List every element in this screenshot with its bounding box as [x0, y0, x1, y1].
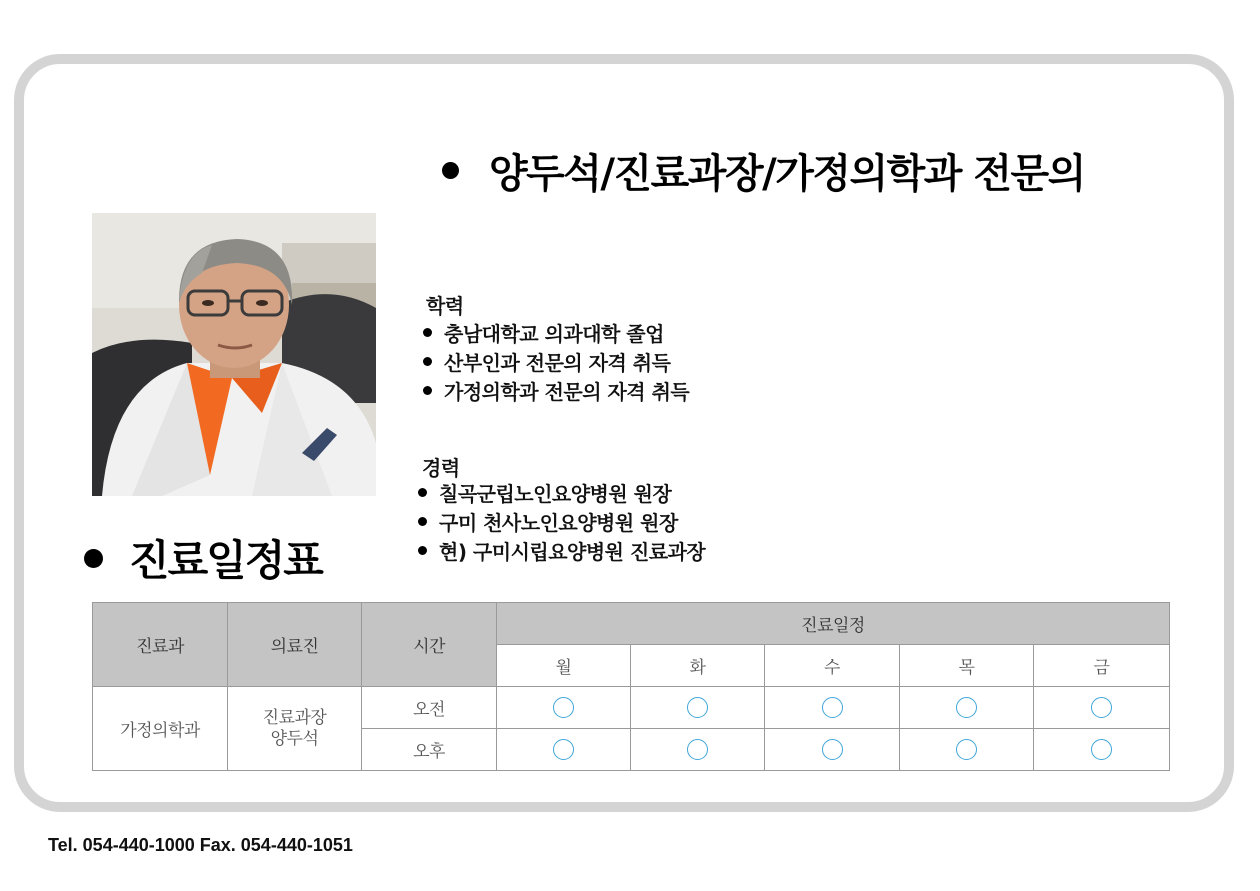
bullet-icon — [418, 546, 427, 555]
headline-text: 양두석/진료과장/가정의학과 전문의 — [489, 151, 1085, 197]
available-circle-icon — [822, 697, 843, 718]
available-circle-icon — [687, 697, 708, 718]
education-item-text: 충남대학교 의과대학 졸업 — [444, 322, 664, 346]
career-item-text: 현) 구미시립요양병원 진료과장 — [439, 540, 706, 564]
slot-mon-morning — [497, 687, 631, 729]
bullet-icon — [423, 357, 432, 366]
table-header-row — [93, 603, 1170, 645]
available-circle-icon — [822, 739, 843, 760]
slot-tue-morning — [631, 687, 765, 729]
bullet-icon — [418, 517, 427, 526]
doctor-headline — [442, 142, 1232, 199]
available-circle-icon — [553, 697, 574, 718]
available-circle-icon — [1091, 739, 1112, 760]
contact-footer: Tel. 054-440-1000 Fax. 054-440-1051 — [48, 835, 353, 855]
slot-tue-afternoon — [631, 729, 765, 771]
available-circle-icon — [687, 739, 708, 760]
available-circle-icon — [1091, 697, 1112, 718]
education-item — [423, 347, 689, 376]
bullet-icon — [84, 549, 103, 568]
table-row — [93, 687, 1170, 729]
doctor-photo — [92, 213, 376, 496]
career-item-text: 구미 천사노인요양병원 원장 — [439, 511, 678, 535]
slot-fri-morning — [1034, 687, 1170, 729]
slot-thu-afternoon — [900, 729, 1034, 771]
header-time: 시간 — [362, 603, 497, 687]
career-item — [418, 507, 705, 536]
slot-wed-morning — [765, 687, 900, 729]
doctor-name: 양두석 — [270, 728, 319, 749]
available-circle-icon — [956, 697, 977, 718]
day-header-wed: 수 — [765, 645, 900, 687]
time-morning: 오전 — [362, 687, 497, 729]
slot-mon-afternoon — [497, 729, 631, 771]
doctor-cell — [228, 687, 362, 771]
header-doctor: 의료진 — [228, 603, 362, 687]
slot-thu-morning — [900, 687, 1034, 729]
education-item-text: 산부인과 전문의 자격 취득 — [444, 351, 671, 375]
schedule-table — [92, 602, 1170, 771]
career-list — [418, 478, 705, 565]
available-circle-icon — [956, 739, 977, 760]
schedule-heading-text: 진료일정표 — [129, 536, 322, 585]
slot-fri-afternoon — [1034, 729, 1170, 771]
header-schedule: 진료일정 — [497, 603, 1170, 645]
schedule-heading — [84, 528, 322, 588]
slot-wed-afternoon — [765, 729, 900, 771]
header-department: 진료과 — [93, 603, 228, 687]
day-header-thu: 목 — [900, 645, 1034, 687]
bullet-icon — [423, 386, 432, 395]
bullet-icon — [423, 328, 432, 337]
education-item — [423, 376, 689, 405]
career-item-text: 칠곡군립노인요양병원 원장 — [439, 482, 672, 506]
education-title: 학력 — [426, 294, 464, 318]
doctor-portrait-image — [92, 213, 376, 496]
day-header-tue: 화 — [631, 645, 765, 687]
education-item-text: 가정의학과 전문의 자격 취득 — [444, 380, 690, 404]
time-afternoon: 오후 — [362, 729, 497, 771]
bullet-icon — [442, 162, 459, 179]
available-circle-icon — [553, 739, 574, 760]
department-cell: 가정의학과 — [93, 687, 228, 771]
doctor-title: 진료과장 — [262, 707, 327, 728]
bullet-icon — [418, 488, 427, 497]
day-header-mon: 월 — [497, 645, 631, 687]
career-title: 경력 — [422, 456, 460, 480]
day-header-fri: 금 — [1034, 645, 1170, 687]
career-item — [418, 478, 705, 507]
education-item — [423, 318, 689, 347]
education-list — [423, 318, 689, 405]
career-item — [418, 536, 705, 565]
